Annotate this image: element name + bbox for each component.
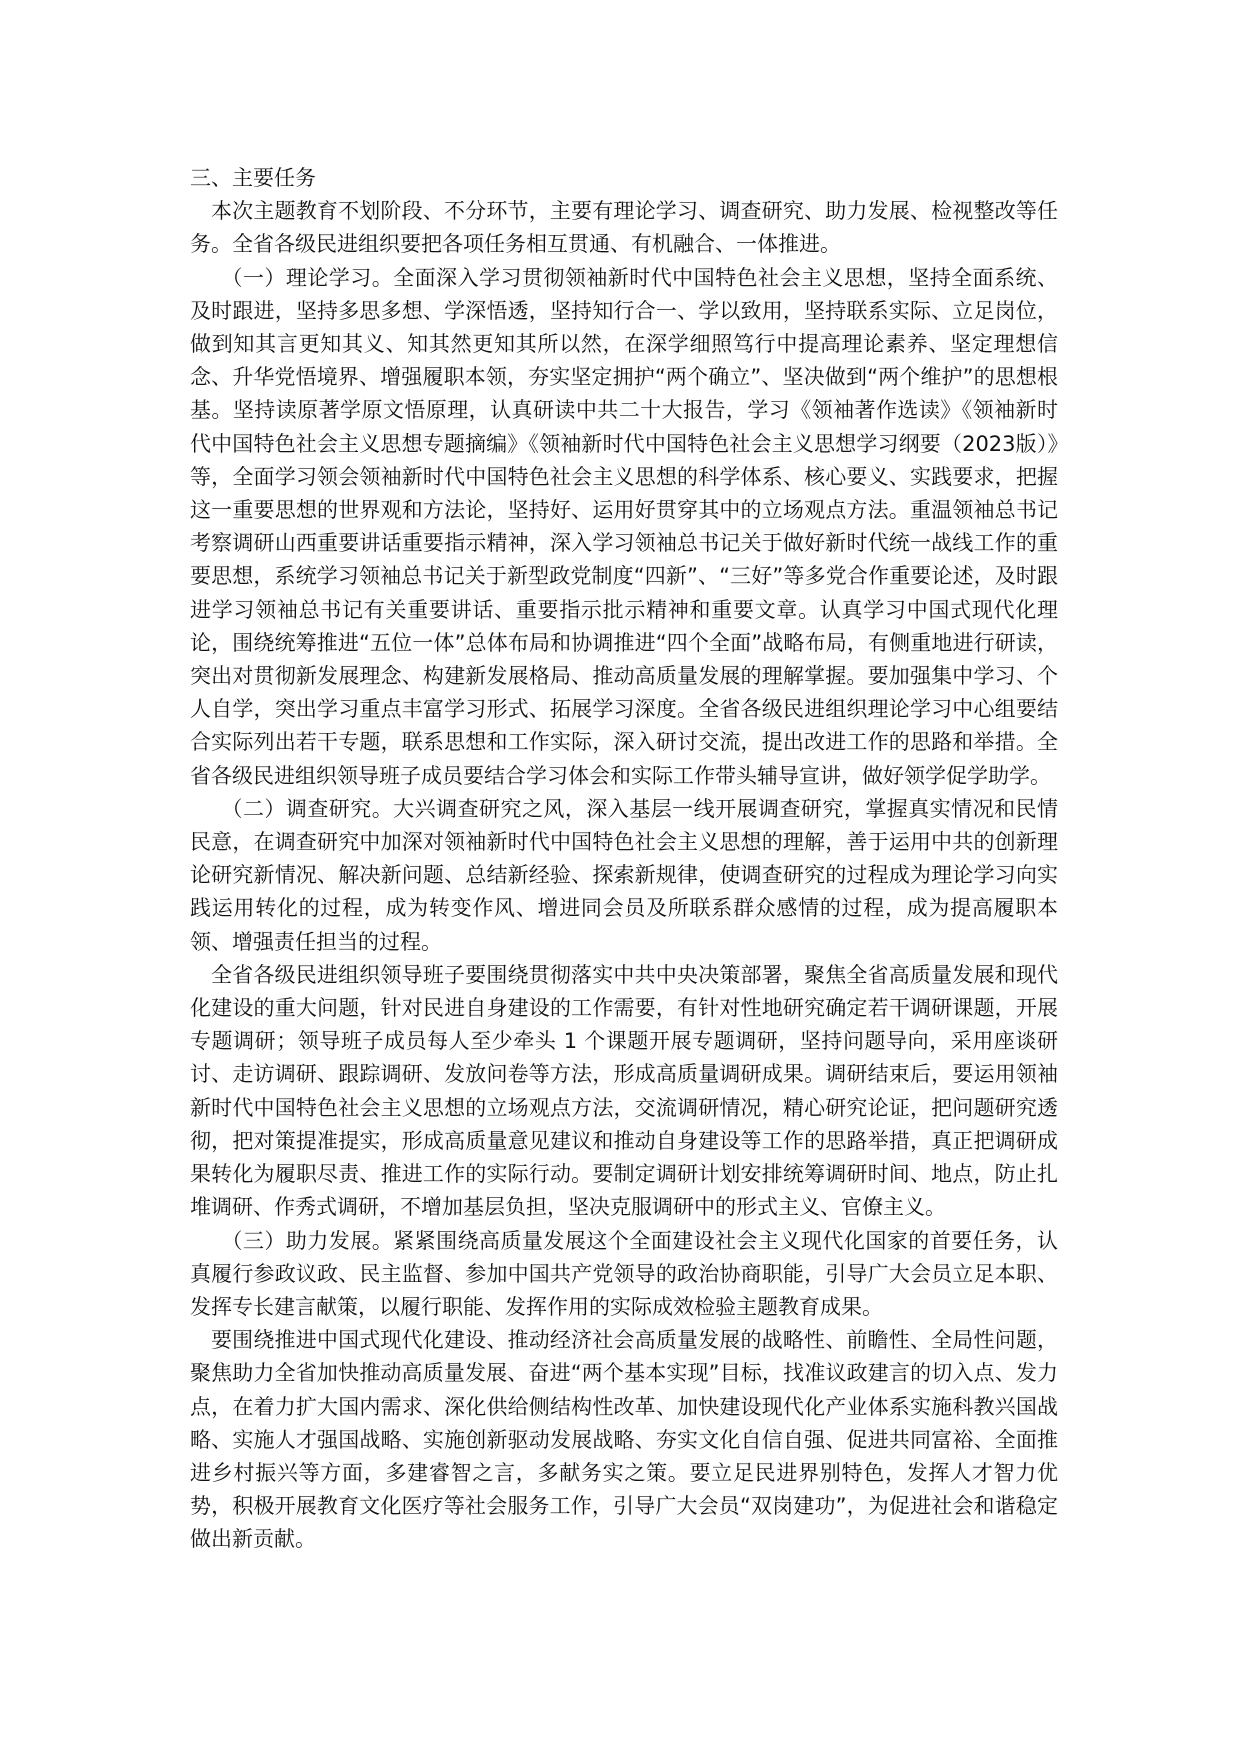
theory-study-paragraph: （一）理论学习。全面深入学习贯彻领袖新时代中国特色社会主义思想，坚持全面系统、及时跟进，坚持多思多想、学深悟透，坚持知行合一、学以致用，坚持联系实际、立足岗位，做到知其言更知其义、知其然更知其所以然，在深学细照笃行中提高理论素养、坚定理想信念、升华党悟境界、增强履职本领，夯实坚定拥护“两个确立”、坚决做到“两个维护”的思想根基。坚持读原著学原文悟原理，认真研读中共二十大报告，学习《领袖著作选读》《领袖新时代中国特色社会主义思想专题摘编》《领袖新时代中国特色社会主义思想学习纲要（2023版）》等，全面学习领会领袖新时代中国特色社会主义思想的科学体系、核心要义、实践要求，把握这一重要思想的世界观和方法论，坚持好、运用好贯穿其中的立场观点方法。重温领袖总书记考察调研山西重要讲话重要指示精神，深入学习领袖总书记关于做好新时代统一战线工作的重要思想，系统学习领袖总书记关于新型政党制度“四新”、“三好”等多党合作重要论述，及时跟进学习领袖总书记有关重要讲话、重要指示批示精神和重要文章。认真学习中国式现代化理论，围绕统筹推进“五位一体”总体布局和协调推进“四个全面”战略布局，有侧重地进行研读，突出对贯彻新发展理念、构建新发展格局、推动高质量发展的理解掌握。要加强集中学习、个人自学，突出学习重点丰富学习形式、拓展学习深度。全省各级民进组织理论学习中心组要结合实际列出若干专题，联系思想和工作实际，深入研讨交流，提出改进工作的思路和举措。全省各级民进组织领导班子成员要结合学习体会和实际工作带头辅导宣讲，做好领学促学助学。	[190, 265, 1058, 788]
section-heading: 三、主要任务	[190, 166, 316, 190]
intro-paragraph: 本次主题教育不划阶段、不分环节，主要有理论学习、调查研究、助力发展、检视整改等任务。全省各级民进组织要把各项任务相互贯通、有机融合、一体推进。	[190, 199, 1058, 257]
research-paragraph: （二）调查研究。大兴调查研究之风，深入基层一线开展调查研究，掌握真实情况和民情民意，在调查研究中加深对领袖新时代中国特色社会主义思想的理解，善于运用中共的创新理论研究新情况、解决新问题、总结新经验、探索新规律，使调查研究的过程成为理论学习向实践运用转化的过程，成为转变作风、增进同会员及所联系群众感情的过程，成为提高履职本领、增强责任担当的过程。	[190, 796, 1058, 954]
document-body	[190, 162, 1058, 1557]
development-paragraph: （三）助力发展。紧紧围绕高质量发展这个全面建设社会主义现代化国家的首要任务，认真履行参政议政、民主监督、参加中国共产党领导的政治协商职能，引导广大会员立足本职、发挥专长建言献策，以履行职能、发挥作用的实际成效检验主题教育成果。	[190, 1228, 1058, 1319]
research-detail-paragraph: 全省各级民进组织领导班子要围绕贯彻落实中共中央决策部署，聚焦全省高质量发展和现代化建设的重大问题，针对民进自身建设的工作需要，有针对性地研究确定若干调研课题，开展专题调研；领导班子成员每人至少牵头 1 个课题开展专题调研，坚持问题导向，采用座谈研讨、走访调研、跟踪调研、发放问卷等方法，形成高质量调研成果。调研结束后，要运用领袖新时代中国特色社会主义思想的立场观点方法，交流调研情况，精心研究论证，把问题研究透彻，把对策提准提实，形成高质量意见建议和推动自身建设等工作的思路举措，真正把调研成果转化为履职尽责、推进工作的实际行动。要制定调研计划安排统筹调研时间、地点，防止扎堆调研、作秀式调研，不增加基层负担，坚决克服调研中的形式主义、官僚主义。	[190, 962, 1058, 1220]
development-detail-paragraph: 要围绕推进中国式现代化建设、推动经济社会高质量发展的战略性、前瞻性、全局性问题，聚焦助力全省加快推动高质量发展、奋进“两个基本实现”目标，找准议政建言的切入点、发力点，在着力扩大国内需求、深化供给侧结构性改革、加快建设现代化产业体系实施科教兴国战略、实施人才强国战略、实施创新驱动发展战略、夯实文化自信自强、促进共同富裕、全面推进乡村振兴等方面，多建睿智之言，多献务实之策。要立足民进界别特色，发挥人才智力优势，积极开展教育文化医疗等社会服务工作，引导广大会员“双岗建功”，为促进社会和谐稳定做出新贡献。	[190, 1328, 1058, 1552]
